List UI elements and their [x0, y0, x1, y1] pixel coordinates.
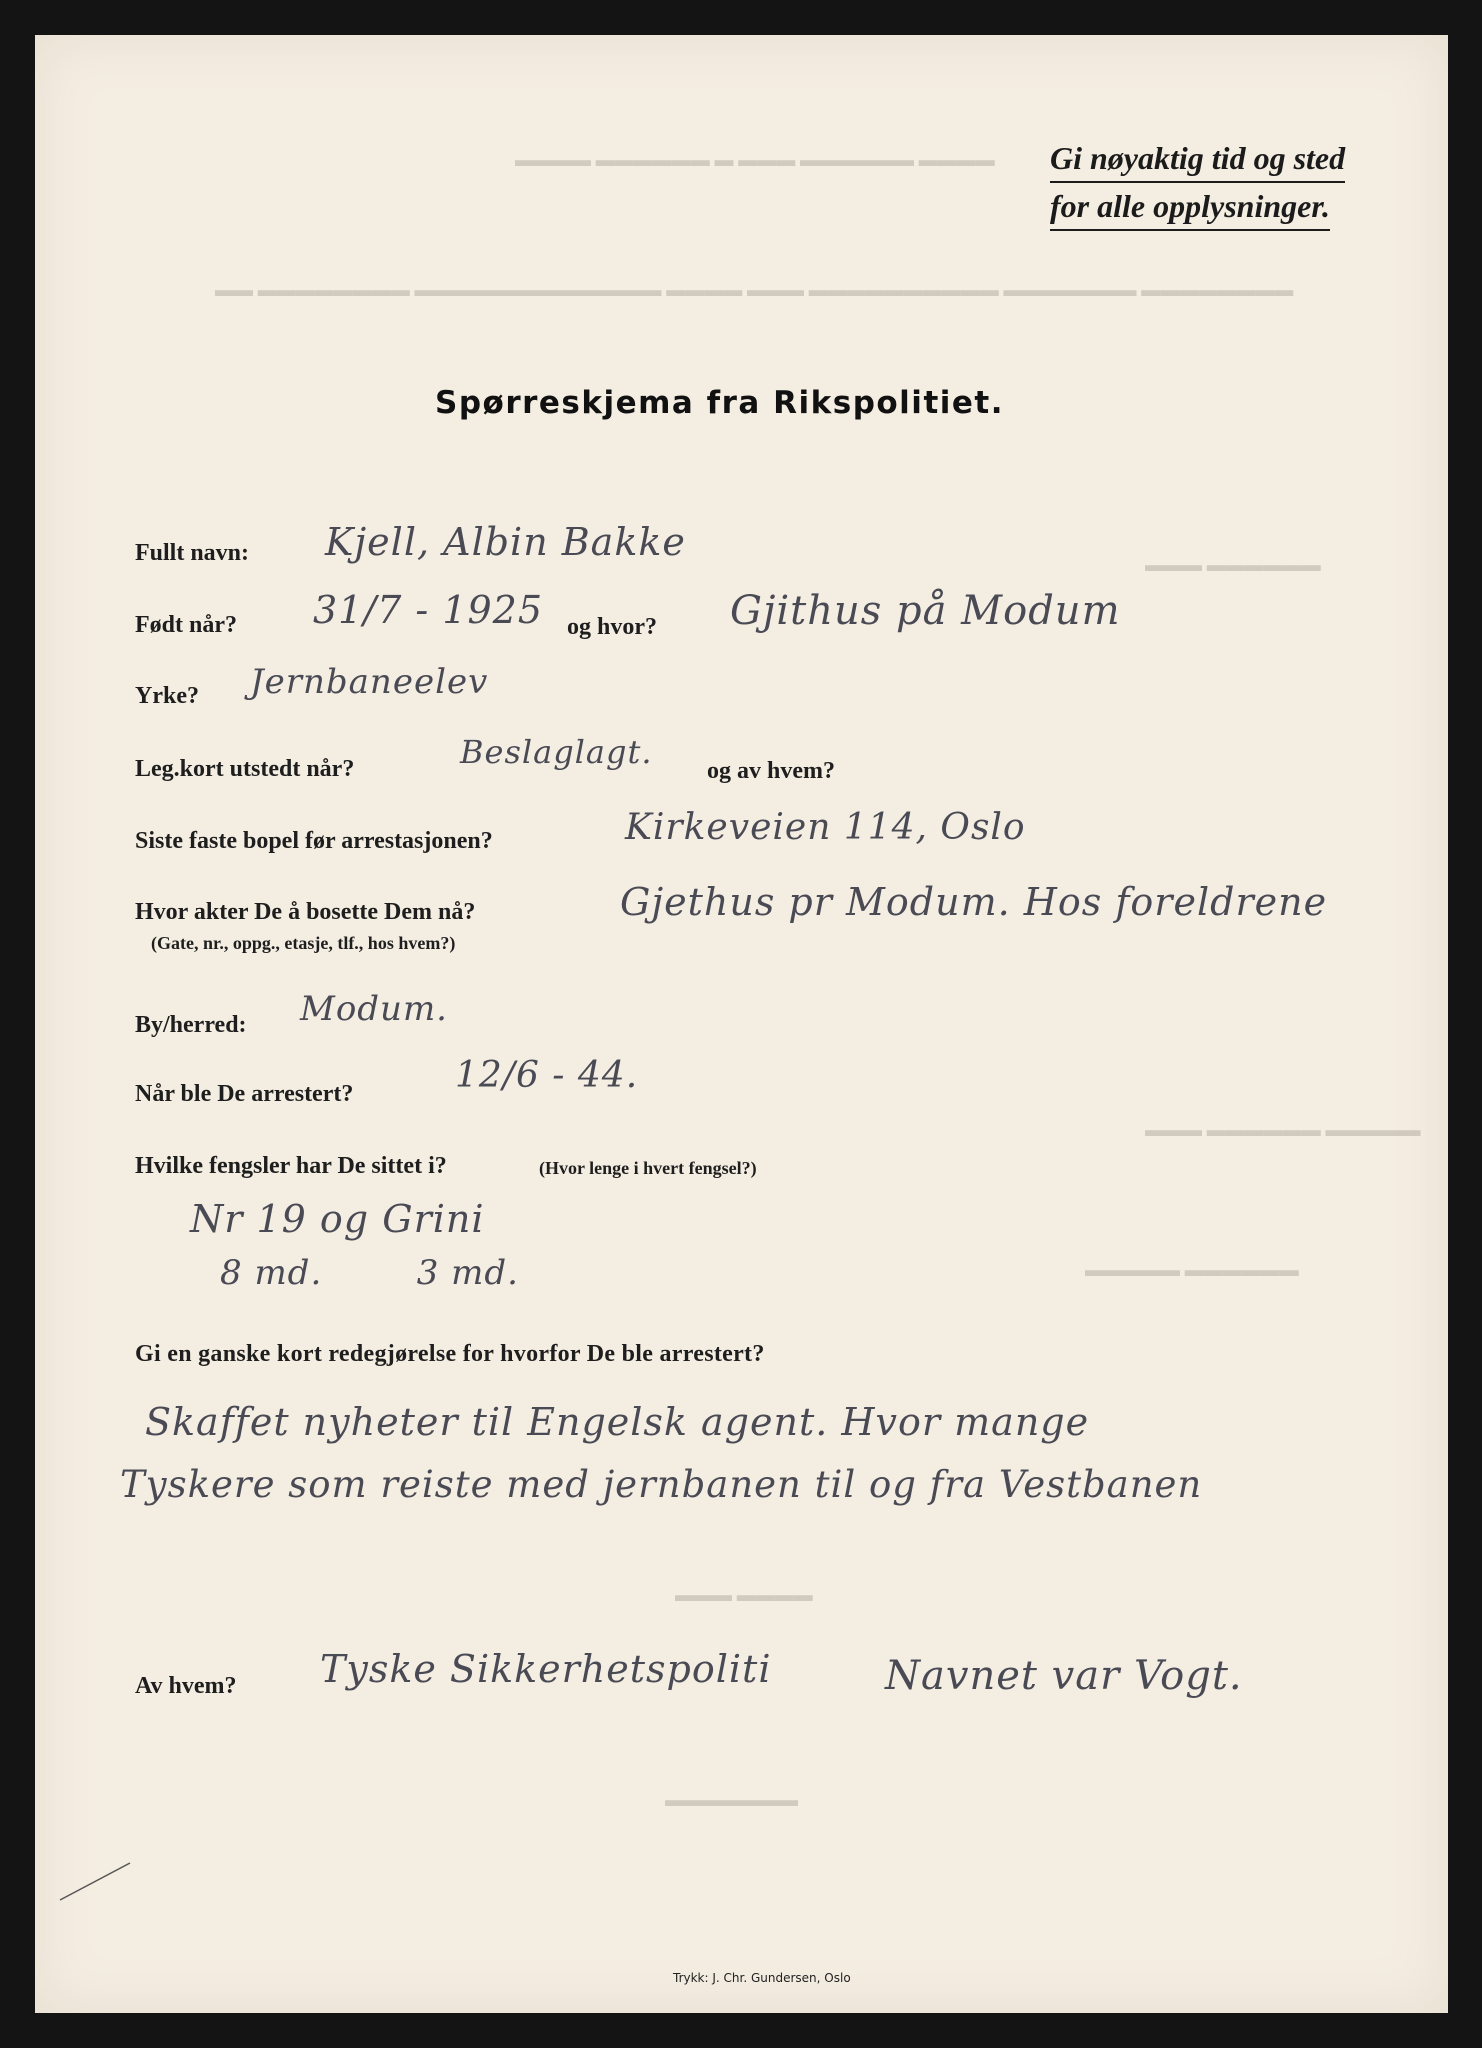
district-label: By/herred: — [135, 1012, 247, 1038]
reverse-side-bleedthrough: ▬▬ ▬▬▬▬▬▬▬▬ ▬▬▬▬▬▬▬▬▬▬▬▬▬ ▬▬▬▬ ▬▬▬ ▬▬▬▬▬▬▬▬▬▬ ▬▬▬▬▬▬▬ ▬▬▬▬▬▬▬▬ — [215, 280, 1294, 301]
notice-line-1: Gi nøyaktig tid og sted — [1050, 135, 1345, 183]
by-whom-label: Av hvem? — [135, 1673, 237, 1699]
instruction-notice — [1050, 135, 1390, 231]
reverse-side-bleedthrough: ▬▬▬ ▬▬▬▬▬▬ ▬▬▬▬▬ — [1145, 1120, 1421, 1141]
reverse-side-bleedthrough: ▬▬▬ ▬▬▬▬ — [675, 1585, 813, 1606]
reverse-side-bleedthrough: ▬▬▬ ▬▬▬▬▬▬ — [1145, 555, 1321, 576]
prisons-value-line-2: 8 md. 3 md. — [220, 1253, 519, 1293]
reason-value-line-2: Tyskere som reiste med jernbanen til og fra Vestbanen — [120, 1463, 1203, 1506]
form-title: Spørreskjema fra Rikspolitiet. — [435, 385, 1005, 421]
reverse-side-bleedthrough: ▬▬▬▬▬▬▬ — [665, 1790, 798, 1811]
arrested-value: 12/6 - 44. — [455, 1055, 639, 1096]
job-value: Jernbaneelev — [250, 662, 489, 702]
notice-line-2: for alle opplysninger. — [1050, 183, 1330, 231]
reason-label: Gi en ganske kort redegjørelse for hvorfor De ble arrestert? — [135, 1341, 765, 1367]
name-label: Fullt navn: — [135, 540, 250, 566]
reverse-side-bleedthrough: ▬▬▬▬ ▬▬▬▬▬▬ ▬ ▬▬▬ ▬▬▬▬▬▬ ▬▬▬▬ — [515, 150, 995, 171]
by-whom-value-2: Navnet var Vogt. — [885, 1653, 1243, 1699]
form-sheet — [35, 35, 1448, 2013]
pencil-mark — [55, 1855, 135, 1905]
born-where-label: og hvor? — [567, 614, 657, 640]
born-value: 31/7 - 1925 — [313, 588, 544, 632]
idcard-value: Beslaglagt. — [460, 733, 653, 771]
job-label: Yrke? — [135, 683, 199, 709]
arrested-label: Når ble De arrestert? — [135, 1081, 354, 1107]
reason-value-line-1: Skaffet nyheter til Engelsk agent. Hvor mange — [145, 1400, 1090, 1444]
prisons-sub-label: (Hvor lenge i hvert fengsel?) — [539, 1158, 757, 1178]
printer-imprint: Trykk: J. Chr. Gundersen, Oslo — [673, 1971, 851, 1985]
idcard-label: Leg.kort utstedt når? — [135, 756, 355, 782]
settle-label: Hvor akter De å bosette Dem nå? — [135, 899, 476, 925]
settle-value: Gjethus pr Modum. Hos foreldrene — [620, 880, 1328, 924]
name-value: Kjell, Albin Bakke — [325, 520, 686, 564]
born-where-value: Gjithus på Modum — [730, 588, 1121, 634]
last-address-value: Kirkeveien 114, Oslo — [625, 807, 1026, 848]
by-whom-value-1: Tyske Sikkerhetspoliti — [320, 1647, 772, 1691]
born-label: Født når? — [135, 612, 237, 638]
reverse-side-bleedthrough: ▬▬▬▬▬ ▬▬▬▬▬▬ — [1085, 1260, 1299, 1281]
settle-sub-label: (Gate, nr., oppg., etasje, tlf., hos hvem?) — [151, 933, 456, 953]
prisons-value-line-1: Nr 19 og Grini — [190, 1197, 485, 1241]
district-value: Modum. — [300, 989, 448, 1029]
idcard-by-label: og av hvem? — [707, 758, 835, 784]
last-address-label: Siste faste bopel før arrestasjonen? — [135, 828, 493, 854]
prisons-label: Hvilke fengsler har De sittet i? — [135, 1153, 447, 1179]
